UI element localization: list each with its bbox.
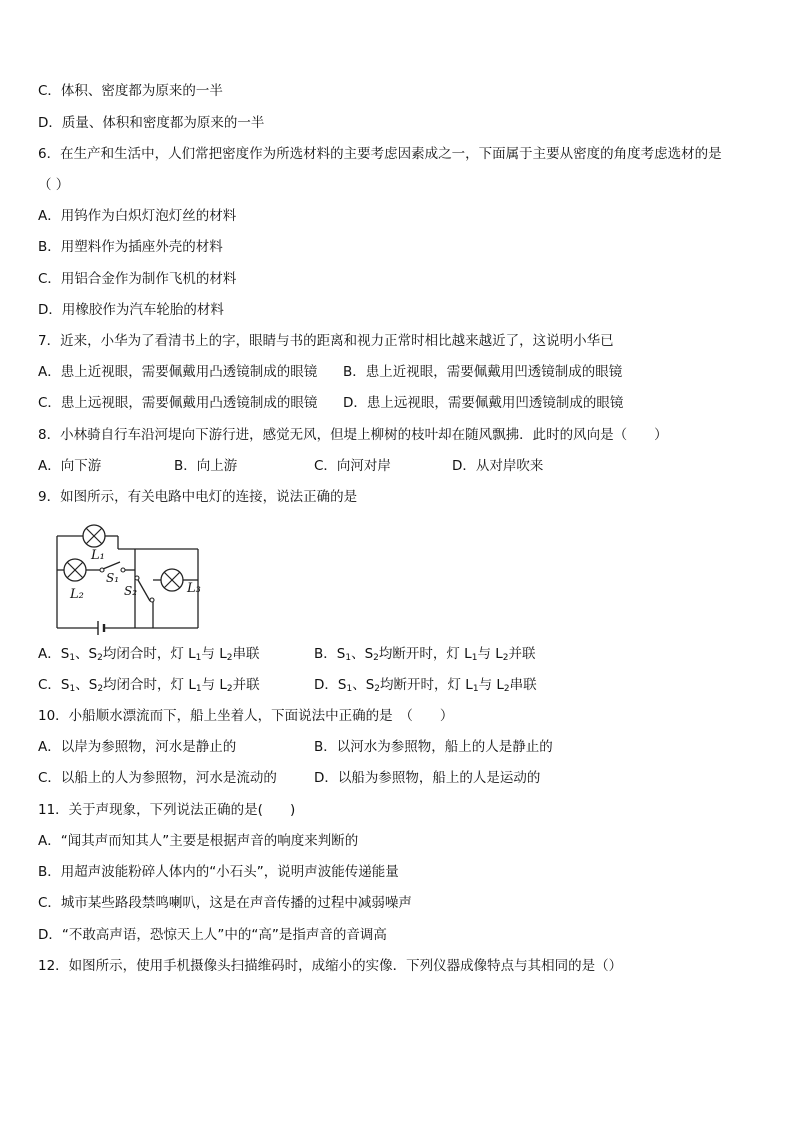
q7-option-d: D．患上远视眼，需要佩戴用凹透镜制成的眼镜 [343, 395, 624, 411]
q11-option-d: D．“不敢高声语，恐惊天上人”中的“高”是指声音的音调高 [38, 927, 387, 943]
switch-s1-contact-left [100, 568, 104, 572]
q11-stem: 11．关于声现象，下列说法正确的是( ) [38, 802, 296, 818]
q8-stem: 8．小林骑自行车沿河堤向下游行进，感觉无风，但堤上柳树的枝叶却在随风飘拂．此时的风向是（ ） [38, 427, 668, 443]
q7-options-row-1 [38, 361, 623, 383]
switch-s2-blade [138, 580, 150, 601]
label-s2: S₂ [124, 584, 138, 598]
q10-options-row-2 [38, 767, 541, 789]
q11-option-c: C．城市某些路段禁鸣喇叭，这是在声音传播的过程中减弱噪声 [38, 895, 412, 911]
label-l1: L₁ [91, 548, 105, 563]
q7-option-c: C．患上远视眼，需要佩戴用凸透镜制成的眼镜 [38, 395, 318, 411]
q7-options-row-2 [38, 392, 624, 414]
switch-s1-contact-right [121, 568, 125, 572]
q6-stem: 6．在生产和生活中，人们常把密度作为所选材料的主要考虑因素成之一，下面属于主要从密度的角度考虑选材的是 [38, 146, 722, 162]
q5-option-c: C．体积、密度都为原来的一半 [38, 83, 223, 99]
lamp-l2 [64, 559, 86, 581]
q9-options-row-1 [38, 643, 536, 665]
q9-option-a: A．$S_1$、$S_2$均闭合时，灯 $L_1$与 $L_2$串联 [38, 646, 260, 663]
q6-answer-bracket: （ ） [38, 177, 70, 193]
q9-stem: 9．如图所示，有关电路中电灯的连接，说法正确的是 [38, 489, 358, 505]
q9-options-row-2 [38, 674, 537, 696]
q8-option-b: B．向上游 [174, 458, 238, 474]
q6-option-a: A．用钨作为白炽灯泡灯丝的材料 [38, 208, 237, 224]
q6-option-b: B．用塑料作为插座外壳的材料 [38, 239, 223, 255]
lamp-l3 [161, 569, 183, 591]
q8-option-a: A．向下游 [38, 458, 102, 474]
q6-option-d: D．用橡胶作为汽车轮胎的材料 [38, 302, 224, 318]
q8-option-d: D．从对岸吹来 [452, 458, 544, 474]
label-s1: S₁ [106, 571, 120, 585]
q9-option-b: B．$S_1$、$S_2$均断开时，灯 $L_1$与 $L_2$并联 [314, 646, 536, 663]
switch-s2-contact-bottom [150, 598, 154, 602]
circuit-diagram [40, 518, 215, 636]
q12-stem: 12．如图所示，使用手机摄像头扫描维码时，成缩小的实像．下列仪器成像特点与其相同的是（） [38, 958, 623, 974]
q8-option-c: C．向河对岸 [314, 458, 391, 474]
lamp-l1 [83, 525, 105, 547]
q10-option-a: A．以岸为参照物，河水是静止的 [38, 739, 237, 755]
q11-option-a: A．“闻其声而知其人”主要是根据声音的响度来判断的 [38, 833, 359, 849]
q10-option-c: C．以船上的人为参照物，河水是流动的 [38, 770, 277, 786]
q7-option-a: A．患上近视眼，需要佩戴用凸透镜制成的眼镜 [38, 364, 318, 380]
q10-options-row-1 [38, 736, 553, 758]
q11-option-b: B．用超声波能粉碎人体内的“小石头”，说明声波能传递能量 [38, 864, 399, 880]
q10-option-d: D．以船为参照物，船上的人是运动的 [314, 770, 541, 786]
q9-option-d: D．$S_1$、$S_2$均断开时，灯 $L_1$与 $L_2$串联 [314, 677, 537, 694]
q10-stem: 10．小船顺水漂流而下，船上坐着人，下面说法中正确的是 （ ） [38, 708, 454, 724]
q7-stem: 7．近来，小华为了看清书上的字，眼睛与书的距离和视力正常时相比越来越近了，这说明小华已 [38, 333, 614, 349]
label-l3: L₃ [187, 581, 201, 596]
q5-option-d: D．质量、体积和密度都为原来的一半 [38, 115, 265, 131]
q9-option-c: C．$S_1$、$S_2$均闭合时，灯 $L_1$与 $L_2$并联 [38, 677, 260, 694]
label-l2: L₂ [70, 587, 84, 602]
switch-s1-blade [103, 562, 120, 569]
q7-option-b: B．患上近视眼，需要佩戴用凹透镜制成的眼镜 [343, 364, 623, 380]
q10-option-b: B．以河水为参照物，船上的人是静止的 [314, 739, 553, 755]
q6-option-c: C．用铝合金作为制作飞机的材料 [38, 271, 237, 287]
switch-s2-contact-top [135, 576, 139, 580]
